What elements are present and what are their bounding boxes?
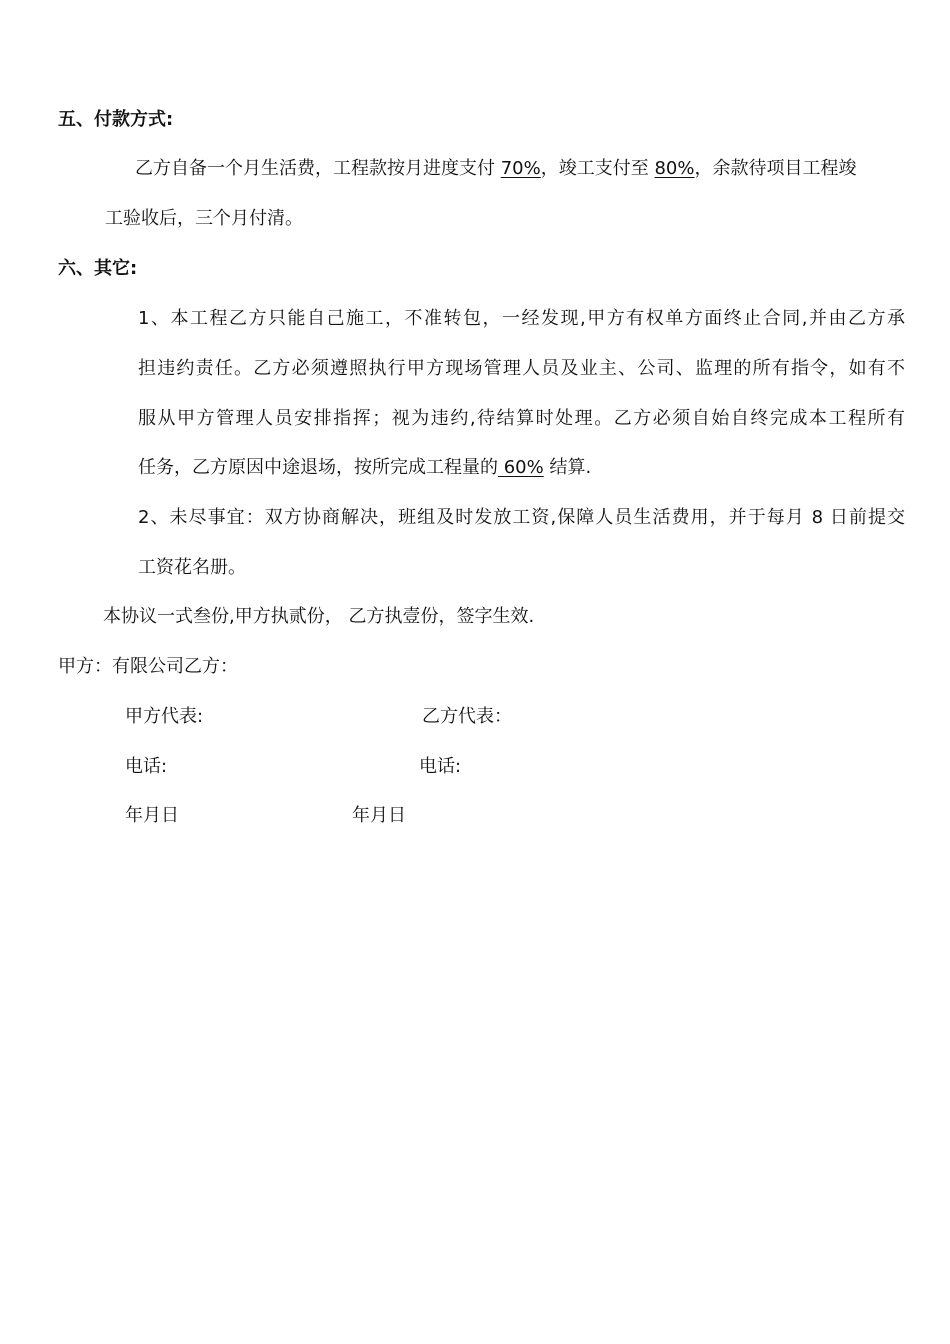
section6-heading: 六、其它:	[58, 258, 138, 279]
item1-line4-text: 任务，乙方原因中途退场，按所完成工程量的	[138, 457, 498, 478]
parties-line: 甲方：有限公司乙方：	[58, 656, 238, 677]
item2-line2: 工资花名册。	[138, 557, 246, 578]
section5-heading: 五、付款方式:	[58, 109, 174, 130]
party-a-representative-label: 甲方代表:	[125, 706, 204, 727]
item1-line2: 担违约责任。乙方必须遵照执行甲方现场管理人员及业主、公司、监理的所有指令，如有不	[138, 358, 905, 379]
section5-text-c: ，余款待项目工程竣	[694, 158, 857, 179]
party-b-phone-label: 电话:	[419, 756, 462, 777]
progress-payment-percent: 70%	[500, 158, 541, 179]
item2-line1: 2、未尽事宜：双方协商解决，班组及时发放工资,保障人员生活费用，并于每月 8 日前提交	[138, 507, 905, 528]
section5-text-b: ，竣工支付至	[540, 158, 649, 179]
item1-line4-end: 结算.	[543, 457, 592, 478]
party-b-date-label: 年月日	[352, 805, 406, 826]
item1-line3: 服从甲方管理人员安排指挥；视为违约,待结算时处理。乙方必须自始自终完成本工程所有	[138, 408, 905, 429]
item1-line1: 1、本工程乙方只能自己施工，不准转包，一经发现,甲方有权单方面终止合同,并由乙方承	[138, 308, 905, 329]
section5-text-a: 乙方自备一个月生活费，工程款按月进度支付	[135, 158, 495, 179]
section5-paragraph-line2: 工验收后，三个月付清。	[105, 208, 303, 229]
completion-payment-percent: 80%	[654, 158, 695, 179]
closing-statement: 本协议一式叁份,甲方执贰份， 乙方执壹份，签字生效.	[103, 606, 535, 627]
item1-line4	[138, 456, 591, 480]
section5-paragraph-line1	[135, 157, 905, 181]
settlement-percent: 60%	[498, 457, 544, 478]
party-a-phone-label: 电话:	[125, 756, 168, 777]
party-a-date-label: 年月日	[125, 805, 179, 826]
party-b-representative-label: 乙方代表：	[422, 706, 512, 727]
